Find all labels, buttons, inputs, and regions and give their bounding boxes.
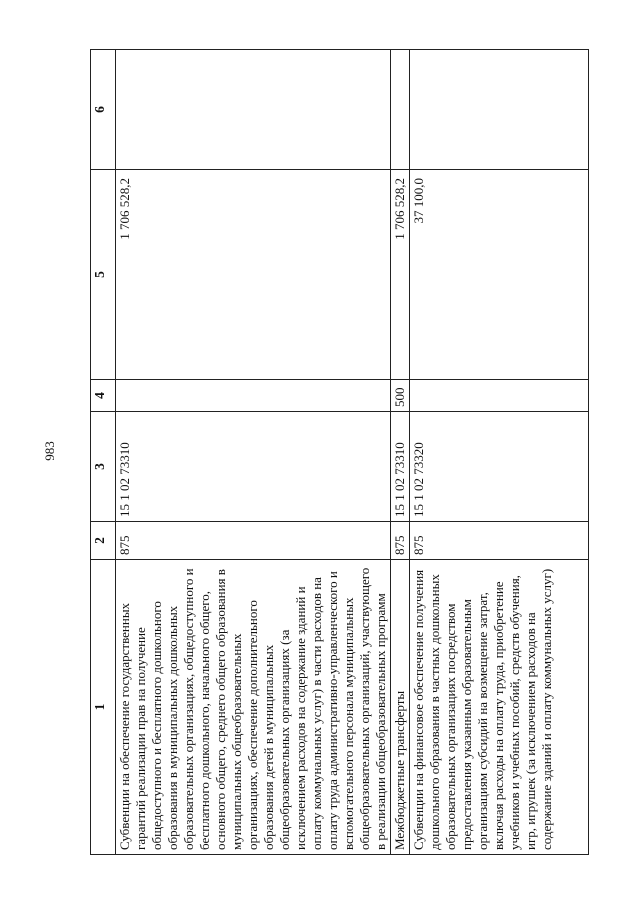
row-col-6 <box>391 50 410 170</box>
row-target-code: 15 1 02 73310 <box>391 412 410 522</box>
header-col-3: 3 <box>91 412 116 522</box>
row-amount: 1 706 528,2 <box>391 170 410 380</box>
row-expense-type <box>410 380 589 412</box>
table-row <box>410 50 589 855</box>
budget-table-rotated <box>90 50 590 855</box>
row-ministry-code: 875 <box>410 522 589 560</box>
row-col-6 <box>410 50 589 170</box>
table-row <box>391 50 410 855</box>
row-name: Субвенции на обеспечение государственных гарантий реализации прав на получение общедоступного и бесплатного дошкольного образования в муниципальных дошкольных образовательных организациях, общедоступного и бесплатного дошкольного, начального общего, основного общего, среднего общего образования в муниципальных общеобразовательных организациях, обеспечение дополнительного образования детей в муниципальных общеобразовательных организациях (за исключением расходов на содержание зданий и оплату коммунальных услуг) в части расходов на оплату труда административно-управленческого и вспомогательного персонала муниципальных общеобразовательных организаций, участвующего в реализации общеобразовательных программ <box>116 560 391 855</box>
row-ministry-code: 875 <box>116 522 391 560</box>
row-amount: 1 706 528,2 <box>116 170 391 380</box>
header-row <box>91 50 116 855</box>
header-col-1: 1 <box>91 560 116 855</box>
row-col-6 <box>116 50 391 170</box>
budget-table <box>90 49 589 855</box>
row-amount: 37 100,0 <box>410 170 589 380</box>
row-target-code: 15 1 02 73310 <box>116 412 391 522</box>
row-target-code: 15 1 02 73320 <box>410 412 589 522</box>
row-expense-type <box>116 380 391 412</box>
header-col-5: 5 <box>91 170 116 380</box>
row-name: Межбюджетные трансферты <box>391 560 410 855</box>
row-name: Субвенции на финансовое обеспечение получения дошкольного образования в частных дошкольных образовательных организациях посредством предоставления указанным образовательным организациям субсидий на возмещение затрат, включая расходы на оплату труда, приобретение учебников и учебных пособий, средств обучения, игр, игрушек (за исключением расходов на содержание зданий и оплату коммунальных услуг) <box>410 560 589 855</box>
row-ministry-code: 875 <box>391 522 410 560</box>
header-col-6: 6 <box>91 50 116 170</box>
header-col-2: 2 <box>91 522 116 560</box>
table-row <box>116 50 391 855</box>
page-number: 983 <box>42 441 57 461</box>
header-col-4: 4 <box>91 380 116 412</box>
row-expense-type: 500 <box>391 380 410 412</box>
